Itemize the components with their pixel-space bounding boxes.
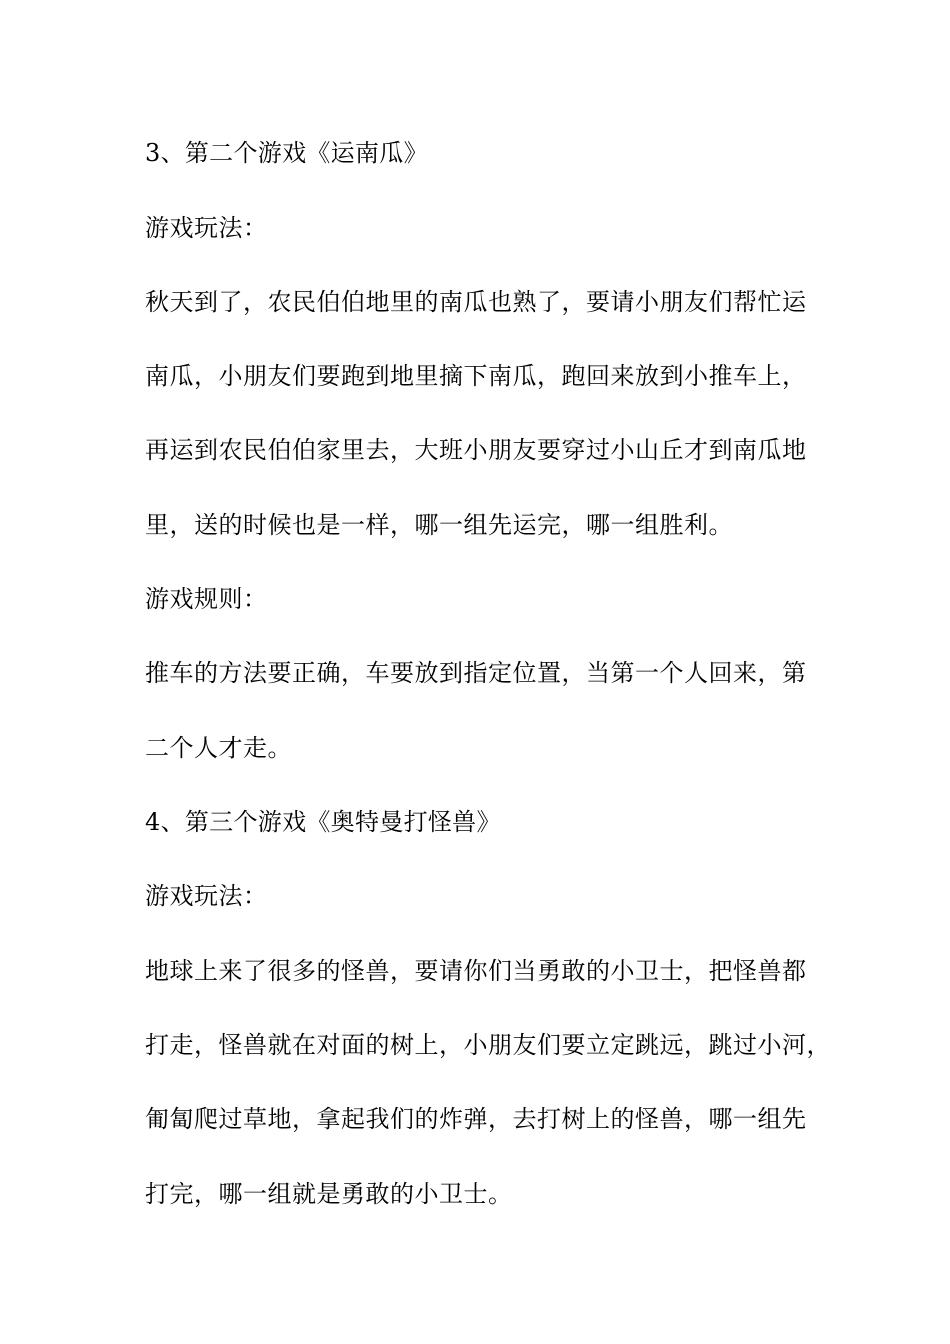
section-3-rules-line-2: 二个人才走。 bbox=[145, 734, 292, 762]
section-4-play-line-4: 打完，哪一组就是勇敢的小卫士。 bbox=[145, 1180, 513, 1208]
section-4-heading: 4、第三个游戏《奥特曼打怪兽》 bbox=[145, 808, 501, 836]
section-4-play-line-1: 地球上来了很多的怪兽，要请你们当勇敢的小卫士，把怪兽都 bbox=[145, 957, 807, 985]
section-3-play-line-1: 秋天到了，农民伯伯地里的南瓜也熟了，要请小朋友们帮忙运 bbox=[145, 288, 807, 316]
section-4-play-line-2: 打走，怪兽就在对面的树上，小朋友们要立定跳远，跳过小河， bbox=[145, 1031, 831, 1059]
section-3-play-line-4: 里，送的时候也是一样，哪一组先运完，哪一组胜利。 bbox=[145, 511, 733, 539]
section-3-rules-label: 游戏规则： bbox=[145, 585, 268, 613]
section-4-play-line-3: 匍匐爬过草地，拿起我们的炸弹，去打树上的怪兽，哪一组先 bbox=[145, 1105, 807, 1133]
section-3-play-line-2: 南瓜，小朋友们要跑到地里摘下南瓜，跑回来放到小推车上， bbox=[145, 362, 807, 390]
section-3-play-line-3: 再运到农民伯伯家里去，大班小朋友要穿过小山丘才到南瓜地 bbox=[145, 436, 807, 464]
section-4-play-label: 游戏玩法： bbox=[145, 882, 268, 910]
section-3-heading: 3、第二个游戏《运南瓜》 bbox=[145, 139, 428, 167]
section-3-rules-line-1: 推车的方法要正确，车要放到指定位置，当第一个人回来，第 bbox=[145, 659, 807, 687]
section-3-play-label: 游戏玩法： bbox=[145, 214, 268, 242]
